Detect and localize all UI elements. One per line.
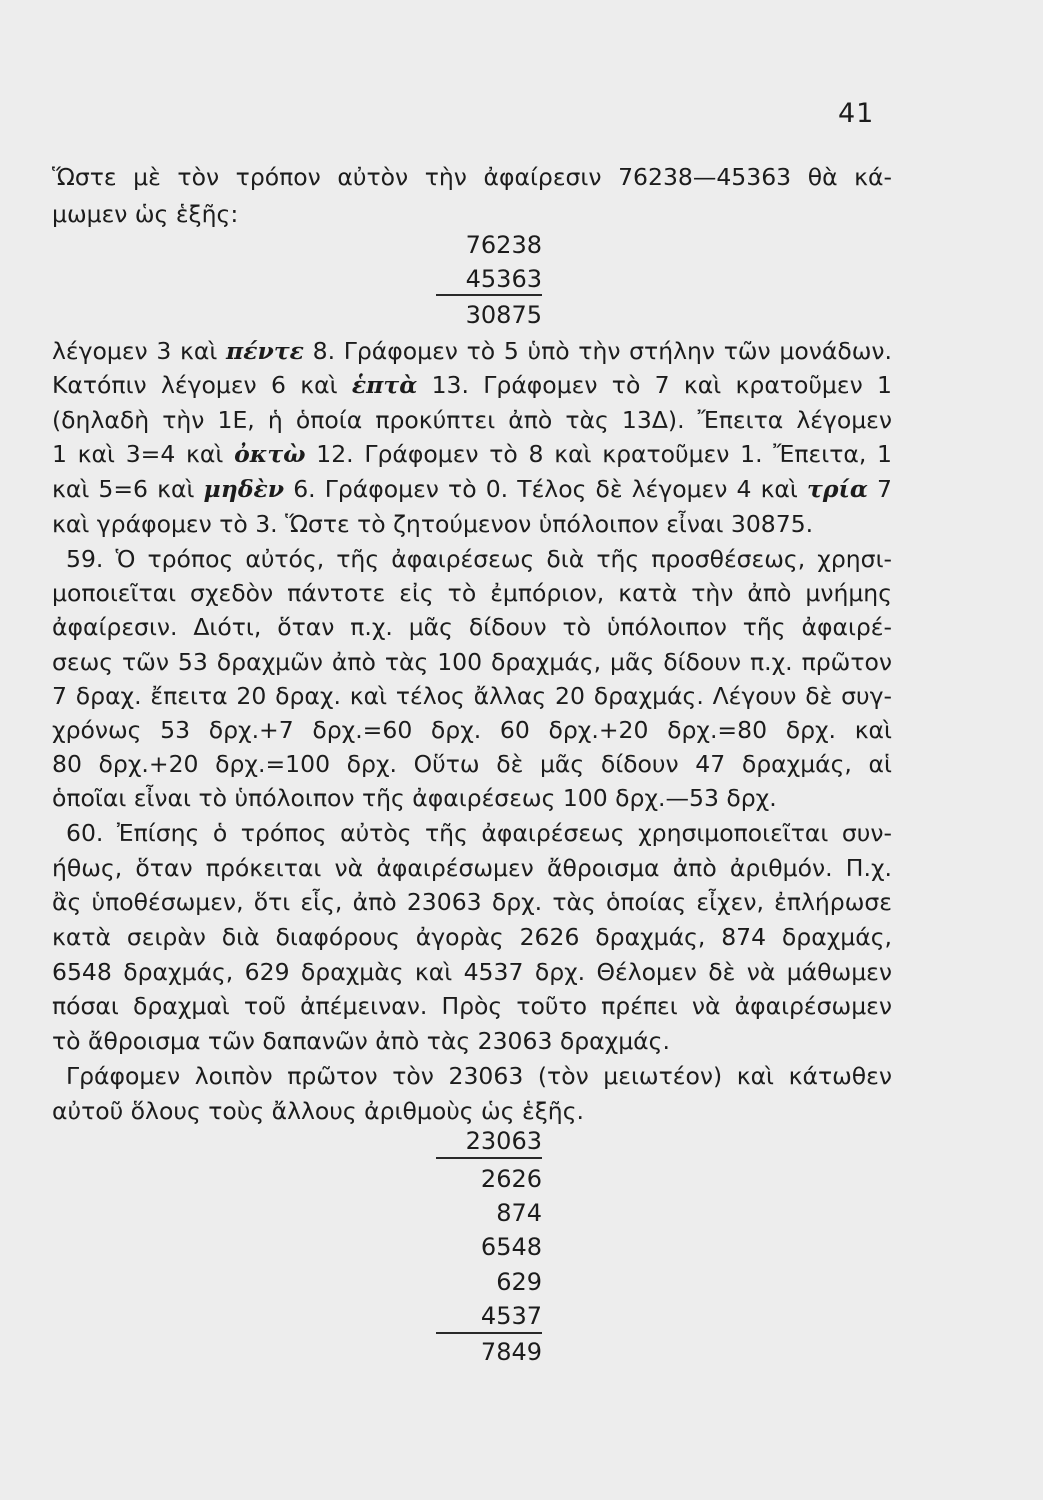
sub1-minuend: 76238 — [465, 231, 542, 259]
sub2-item: 629 — [496, 1268, 542, 1296]
paragraph-60-line: κατὰ σειρὰν διὰ διαφόρους ἀγορὰς 2626 δραχμάς, 874 δραχμάς, — [52, 923, 892, 951]
paragraph-59-line: σεως τῶν 53 δραχμῶν ἀπὸ τὰς 100 δραχμάς, μᾶς δίδουν π.χ. πρῶτον — [52, 648, 892, 676]
sub2-bottom-rule — [436, 1332, 542, 1334]
text-line: καὶ γράφομεν τὸ 3. Ὥστε τὸ ζητούμενον ὑπόλοιπον εἶναι 30875. — [52, 510, 814, 538]
emphasis-word: τρία — [807, 475, 868, 503]
paragraph-59-line: μοποιεῖται σχεδὸν πάντοτε εἰς τὸ ἐμπόριον, κατὰ τὴν ἀπὸ μνήμης — [52, 579, 892, 607]
paragraph-60-line: ἂς ὑποθέσωμεν, ὅτι εἷς, ἀπὸ 23063 δρχ. τὰς ὁποίας εἶχεν, ἐπλήρωσε — [52, 888, 892, 916]
text-line: Κατόπιν λέγομεν 6 καὶ ἑπτὰ 13. Γράφομεν τὸ 7 καὶ κρατοῦμεν 1 — [52, 371, 892, 399]
paragraph-60-line: 60. Ἐπίσης ὁ τρόπος αὐτὸς τῆς ἀφαιρέσεως χρησιμοποιεῖται συν- — [66, 819, 892, 847]
sub1-subtrahend: 45363 — [465, 265, 542, 293]
text-line: λέγομεν 3 καὶ πέντε 8. Γράφομεν τὸ 5 ὑπὸ τὴν στήλην τῶν μονάδων. — [52, 337, 892, 365]
paragraph-59-line: χρόνως 53 δρχ.+7 δρχ.=60 δρχ. 60 δρχ.+20 δρχ.=80 δρχ. καὶ — [52, 716, 892, 744]
emphasis-word: πέντε — [226, 337, 304, 365]
sub2-top-rule — [436, 1157, 542, 1159]
sub1-rule — [436, 294, 542, 296]
sub1-result: 30875 — [465, 301, 542, 329]
intro-line: Ὥστε μὲ τὸν τρόπον αὐτὸν τὴν ἀφαίρεσιν 76238—45363 θὰ κά- — [52, 163, 892, 191]
paragraph-60-line: 6548 δραχμάς, 629 δραχμὰς καὶ 4537 δρχ. Θέλομεν δὲ νὰ μάθωμεν — [52, 958, 892, 986]
page-number: 41 — [838, 98, 875, 129]
emphasis-word: ἑπτὰ — [351, 371, 418, 399]
sub2-minuend: 23063 — [465, 1127, 542, 1155]
sub2-item: 6548 — [480, 1233, 542, 1261]
emphasis-word: μηδὲν — [203, 475, 285, 503]
sub2-item: 2626 — [480, 1165, 542, 1193]
paragraph-59-line: 59. Ὁ τρόπος αὐτός, τῆς ἀφαιρέσεως διὰ τῆς προσθέσεως, χρησι- — [66, 545, 892, 573]
paragraph-59-line: ἀφαίρεσιν. Διότι, ὅταν π.χ. μᾶς δίδουν τὸ ὑπόλοιπον τῆς ἀφαιρέ- — [52, 613, 892, 641]
text-line: (δηλαδὴ τὴν 1Ε, ἡ ὁποία προκύπτει ἀπὸ τὰς 13Δ). Ἔπειτα λέγομεν — [52, 406, 892, 434]
paragraph-60-line: πόσαι δραχμαὶ τοῦ ἀπέμειναν. Πρὸς τοῦτο πρέπει νὰ ἀφαιρέσωμεν — [52, 992, 892, 1020]
emphasis-word: ὀκτὼ — [234, 440, 306, 468]
paragraph-59-line: 7 δραχ. ἔπειτα 20 δραχ. καὶ τέλος ἄλλας 20 δραχμάς. Λέγουν δὲ συγ- — [52, 682, 892, 710]
paragraph-59-line: 80 δρχ.+20 δρχ.=100 δρχ. Οὕτω δὲ μᾶς δίδουν 47 δραχμάς, αἱ — [52, 750, 892, 778]
paragraph-60-line: τὸ ἄθροισμα τῶν δαπανῶν ἀπὸ τὰς 23063 δραχμάς. — [52, 1027, 670, 1055]
paragraph-60-line: ήθως, ὅταν πρόκειται νὰ ἀφαιρέσωμεν ἄθροισμα ἀπὸ ἀριθμόν. Π.χ. — [52, 854, 892, 882]
text-line: 1 καὶ 3=4 καὶ ὀκτὼ 12. Γράφομεν τὸ 8 καὶ κρατοῦμεν 1. Ἔπειτα, 1 — [52, 440, 892, 468]
instruction-line: αὐτοῦ ὅλους τοὺς ἄλλους ἀριθμοὺς ὡς ἑξῆς. — [52, 1097, 584, 1125]
intro-line: μωμεν ὡς ἑξῆς: — [52, 200, 239, 228]
instruction-line: Γράφομεν λοιπὸν πρῶτον τὸν 23063 (τὸν μειωτέον) καὶ κάτωθεν — [66, 1062, 892, 1090]
sub2-result: 7849 — [480, 1338, 542, 1366]
text-line: καὶ 5=6 καὶ μηδὲν 6. Γράφομεν τὸ 0. Τέλος δὲ λέγομεν 4 καὶ τρία 7 — [52, 475, 892, 503]
paragraph-59-line: ὁποῖαι εἶναι τὸ ὑπόλοιπον τῆς ἀφαιρέσεως 100 δρχ.—53 δρχ. — [52, 784, 777, 812]
sub2-item: 4537 — [480, 1302, 542, 1330]
sub2-item: 874 — [496, 1199, 542, 1227]
